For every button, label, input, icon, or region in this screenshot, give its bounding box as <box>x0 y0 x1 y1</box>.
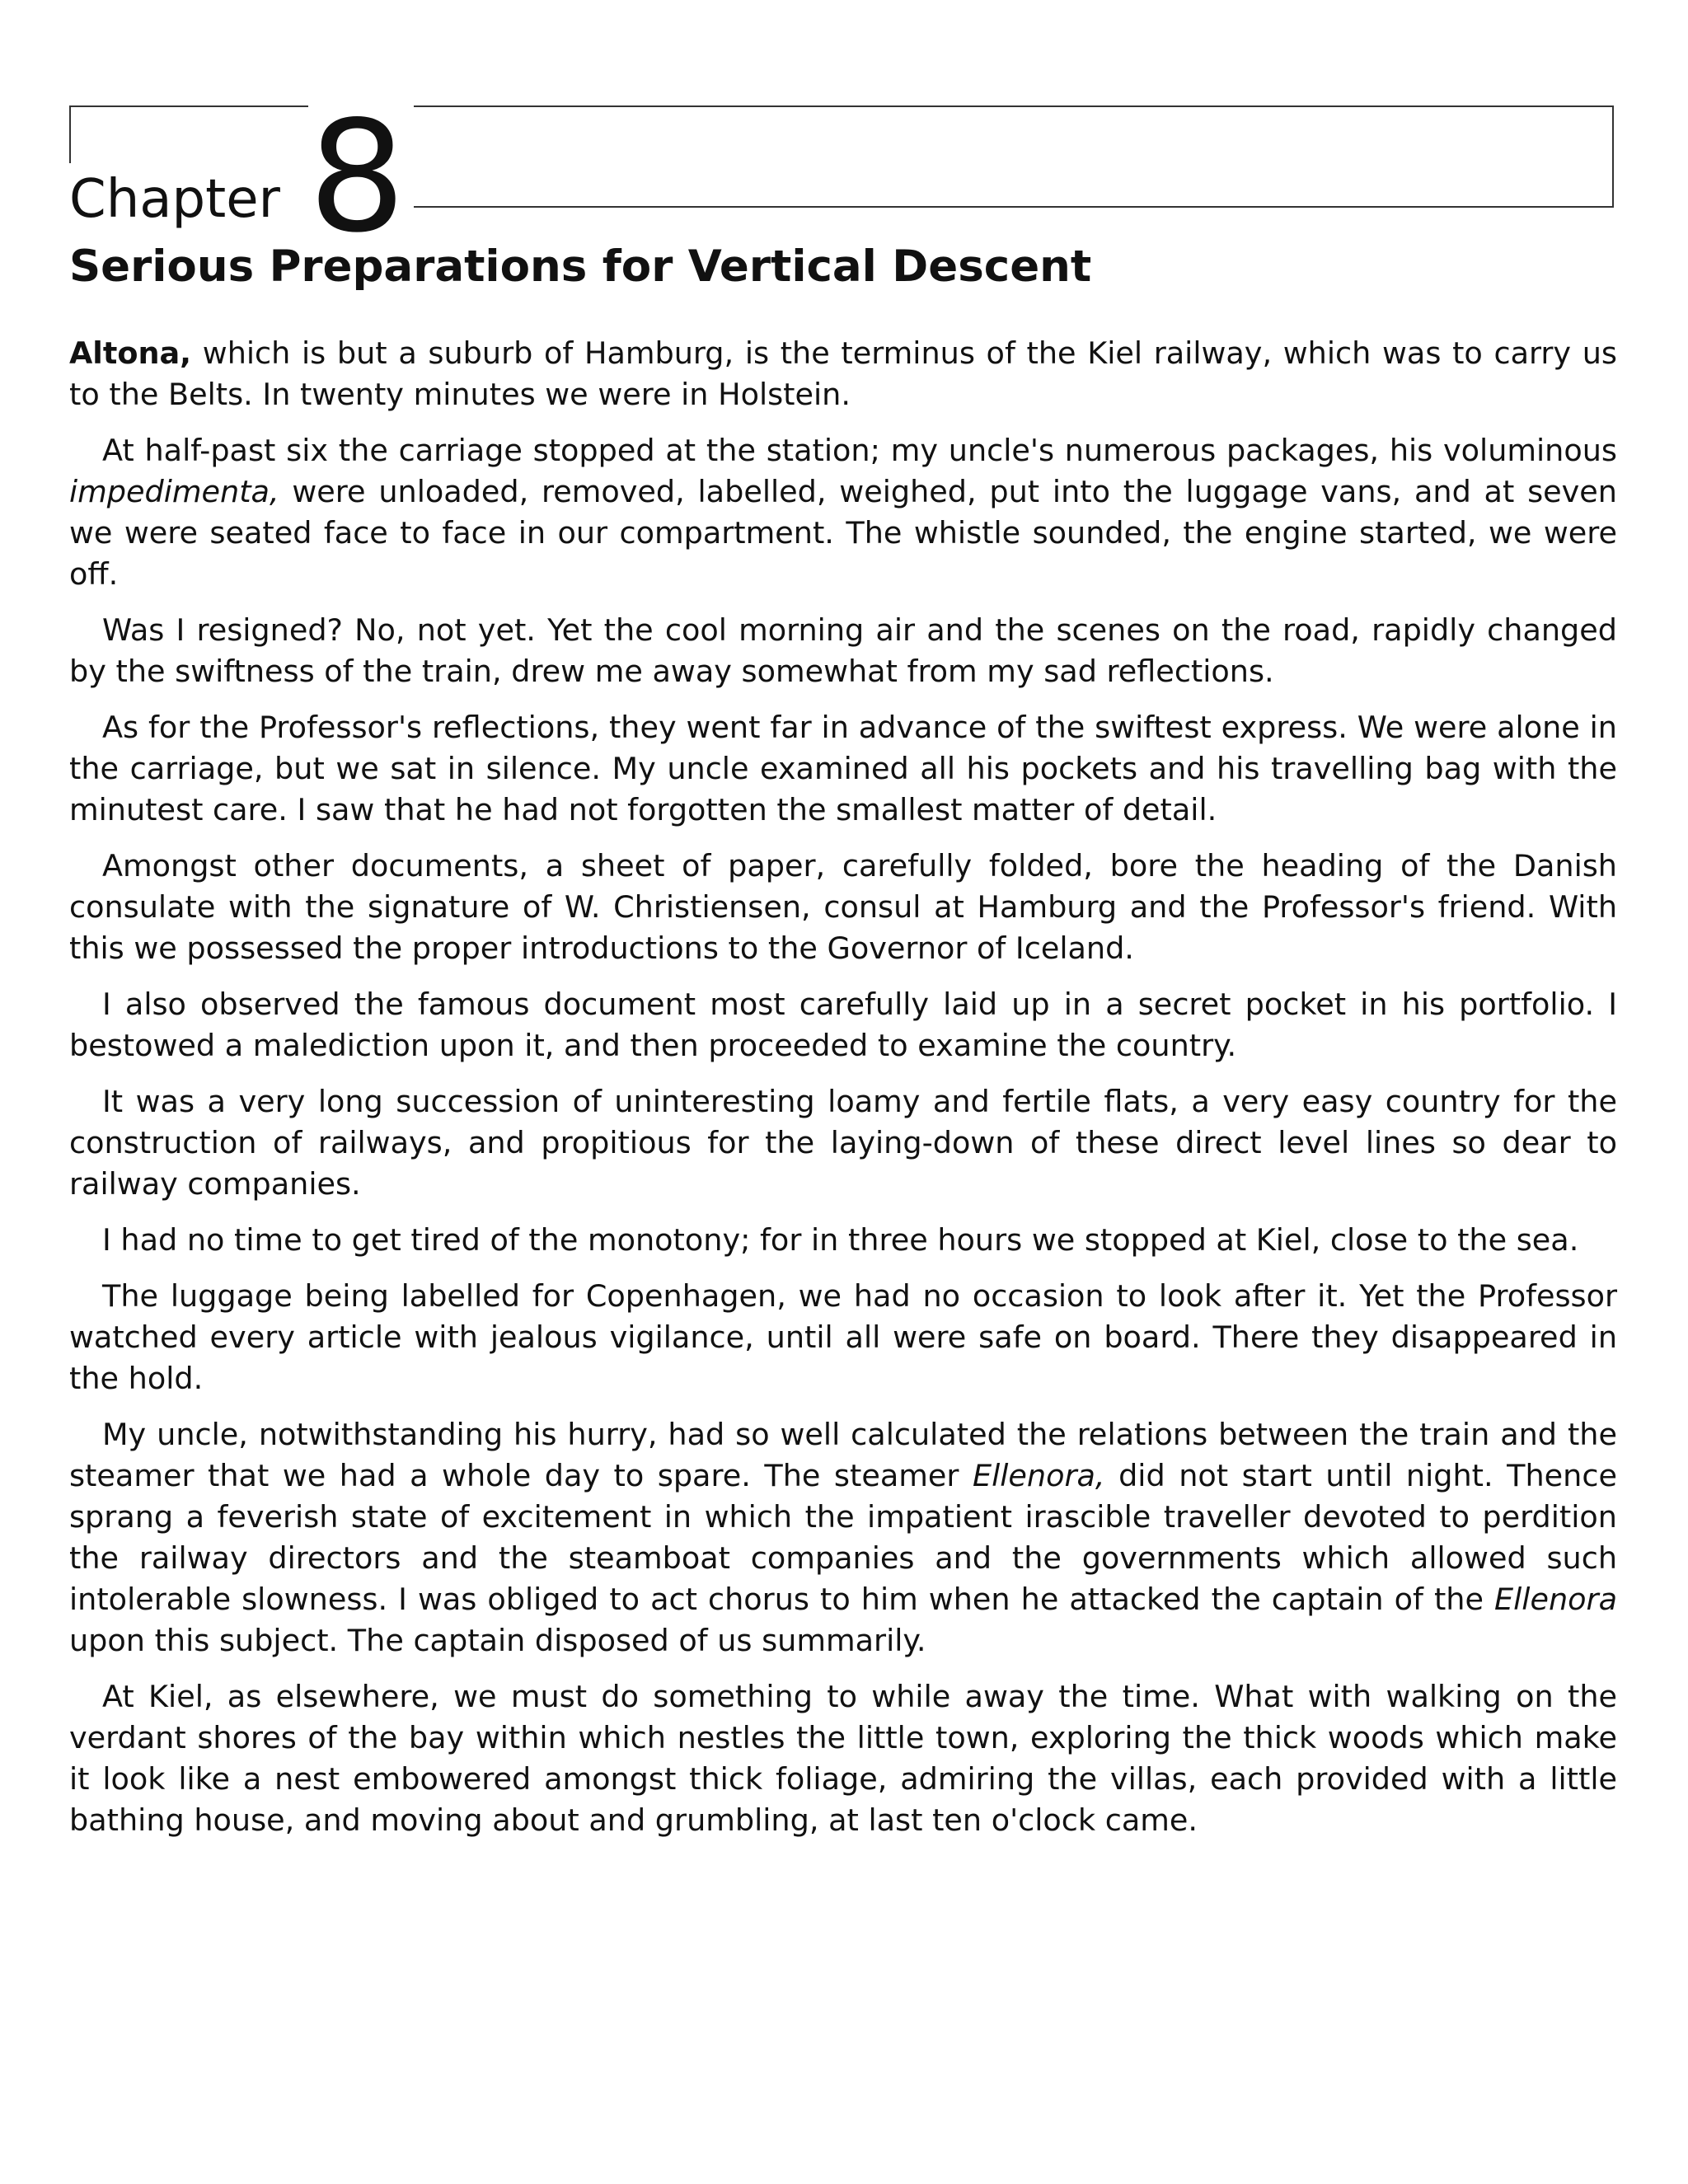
paragraph-text: I also observed the famous document most carefully laid up in a secret pocket in his portfolio. I bestowed a malediction upon it, and then proceeded to examine the country. <box>69 987 1617 1063</box>
paragraph <box>69 1220 1617 1261</box>
paragraph <box>69 984 1617 1066</box>
paragraph-text: were unloaded, removed, labelled, weighed, put into the luggage vans, and at seven we were seated face to face in our compartment. The whistle sounded, the engine started, we were off. <box>69 474 1617 592</box>
paragraph <box>69 1414 1617 1661</box>
italic-text: Ellenora, <box>972 1458 1105 1493</box>
chapter-heading <box>69 87 1615 266</box>
paragraph <box>69 1081 1617 1205</box>
paragraph-text: At half-past six the carriage stopped at the station; my uncle's numerous packages, his voluminous <box>102 433 1617 468</box>
paragraph <box>69 1676 1617 1841</box>
paragraph <box>69 846 1617 969</box>
paragraph <box>69 430 1617 595</box>
paragraph <box>69 1276 1617 1399</box>
paragraph-text: upon this subject. The captain disposed of us summarily. <box>69 1623 926 1658</box>
paragraph-lead-word: Altona, <box>69 335 192 371</box>
italic-text: Ellenora <box>1494 1582 1617 1617</box>
paragraph-text: did not start until night. Thence sprang a feverish state of excitement in which the impatient irascible traveller devoted to perdition the railway directors and the steamboat companies and the governments which allowed such intolerable slowness. I was obliged to act chorus to him when he attacked the captain of the <box>69 1458 1617 1617</box>
chapter-frame-box <box>414 105 1614 208</box>
paragraph-text: The luggage being labelled for Copenhagen, we had no occasion to look after it. Yet the Professor watched every article with jealous vigilance, until all were safe on board. There they disappeared in the hold. <box>69 1278 1617 1396</box>
paragraph <box>69 610 1617 692</box>
paragraph <box>69 333 1617 415</box>
paragraph-text: As for the Professor's reflections, they went far in advance of the swiftest express. We were alone in the carriage, but we sat in silence. My uncle examined all his pockets and his travelling bag with the minutest care. I saw that he had not forgotten the smallest matter of detail. <box>69 710 1617 827</box>
paragraph <box>69 707 1617 831</box>
paragraph-text: My uncle, notwithstanding his hurry, had so well calculated the relations between the train and the steamer that we had a whole day to spare. The steamer <box>69 1417 1617 1493</box>
italic-text: impedimenta, <box>69 474 279 509</box>
chapter-label: Chapter <box>69 169 280 230</box>
chapter-frame-line <box>69 105 308 107</box>
chapter-title: Serious Preparations for Vertical Descent <box>69 241 1092 292</box>
paragraph-text: At Kiel, as elsewhere, we must do something to while away the time. What with walking on the verdant shores of the bay within which nestles the little town, exploring the thick woods which make it look like a nest embowered amongst thick foliage, admiring the villas, each provided with a little bathing house, and moving about and grumbling, at last ten o'clock came. <box>69 1679 1617 1838</box>
paragraph-text: It was a very long succession of uninteresting loamy and fertile flats, a very easy country for the construction of railways, and propitious for the laying-down of these direct level lines so dear to railway companies. <box>69 1084 1617 1202</box>
paragraph-text: Amongst other documents, a sheet of paper, carefully folded, bore the heading of the Danish consulate with the signature of W. Christiensen, consul at Hamburg and the Professor's friend. With this we possessed the proper introductions to the Governor of Iceland. <box>69 848 1617 966</box>
paragraph-text: I had no time to get tired of the monotony; for in three hours we stopped at Kiel, close to the sea. <box>102 1222 1579 1258</box>
paragraph-text: Was I resigned? No, not yet. Yet the cool morning air and the scenes on the road, rapidly changed by the swiftness of the train, drew me away somewhat from my sad reflections. <box>69 612 1617 689</box>
chapter-frame-line <box>69 105 71 163</box>
chapter-number: 8 <box>308 87 406 266</box>
chapter-body <box>69 333 1617 1856</box>
paragraph-text: which is but a suburb of Hamburg, is the terminus of the Kiel railway, which was to carry us to the Belts. In twenty minutes we were in Holstein. <box>69 335 1617 412</box>
